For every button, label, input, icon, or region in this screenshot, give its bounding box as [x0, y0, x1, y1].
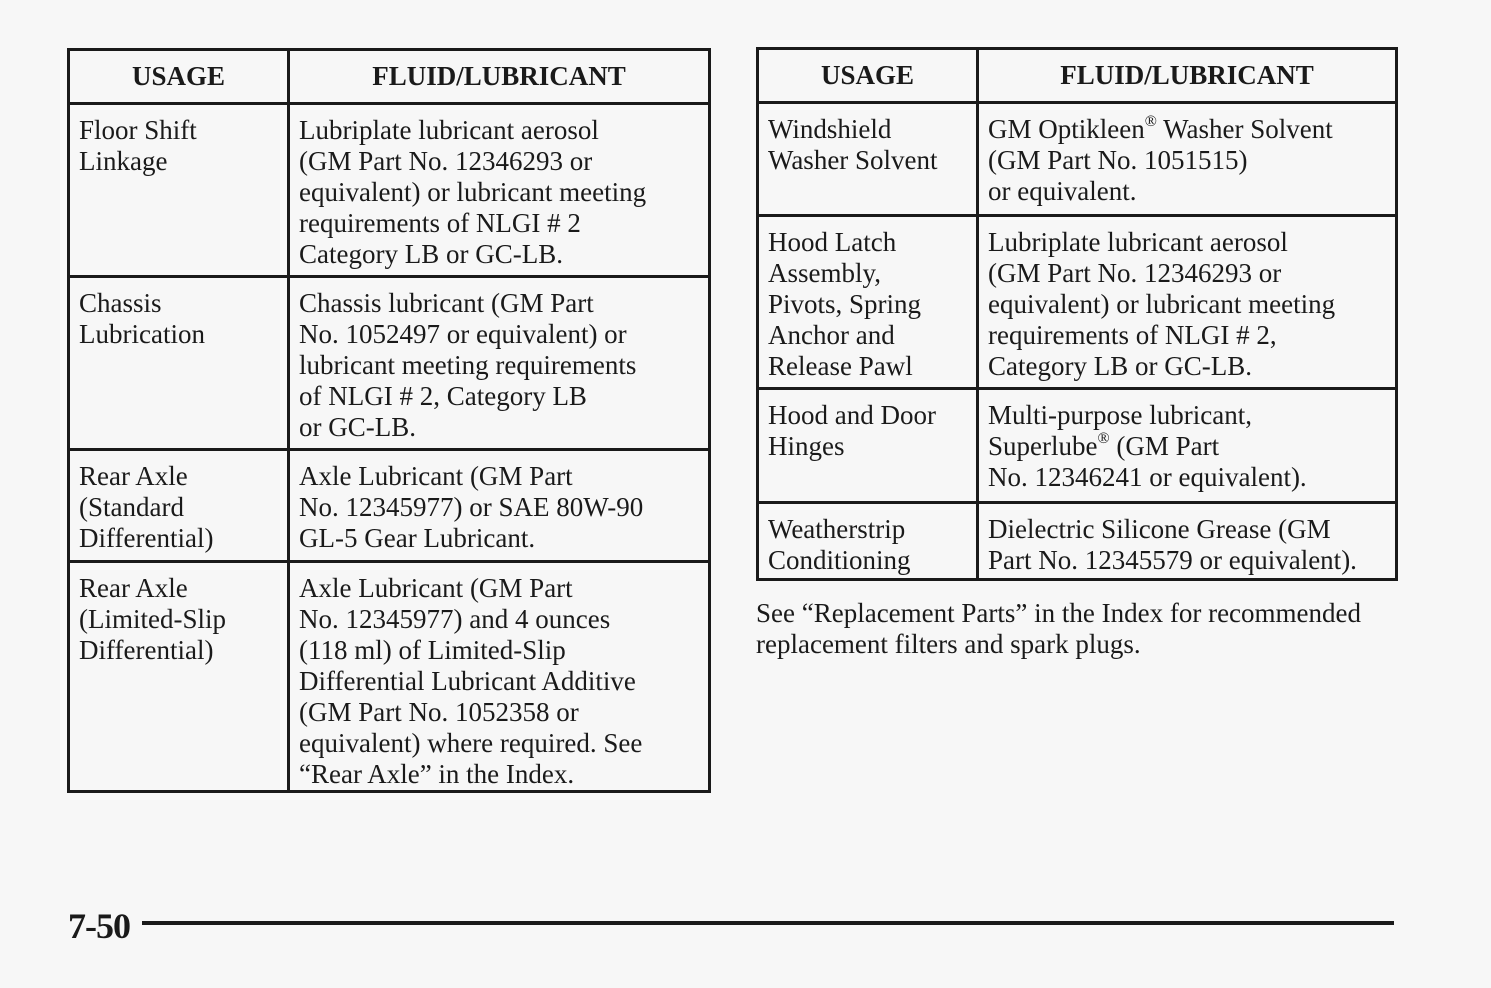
fluid-cell: Chassis lubricant (GM Part No. 1052497 or equivalent) or lubricant meeting requirements of NLGI # 2, Category LB or GC-LB.	[289, 277, 710, 450]
usage-cell: Hood Latch Assembly, Pivots, Spring Anchor and Release Pawl	[758, 216, 978, 389]
left-lubricant-table	[67, 48, 711, 793]
table-header-row	[69, 50, 710, 104]
table-row	[758, 503, 1397, 580]
fluid-cell: Lubriplate lubricant aerosol (GM Part No. 12346293 or equivalent) or lubricant meeting requirements of NLGI # 2, Category LB or GC-LB.	[978, 216, 1397, 389]
usage-cell: Rear Axle (Standard Differential)	[69, 450, 289, 562]
table-header-row	[758, 49, 1397, 103]
usage-cell: Chassis Lubrication	[69, 277, 289, 450]
table-row	[758, 389, 1397, 503]
registered-trademark-mark: ®	[1097, 430, 1110, 447]
footer-rule	[142, 921, 1394, 925]
right-lubricant-table	[756, 47, 1398, 581]
fluid-cell: Dielectric Silicone Grease (GM Part No. 12345579 or equivalent).	[978, 503, 1397, 580]
table-row	[69, 450, 710, 562]
fluid-cell: Axle Lubricant (GM Part No. 12345977) and 4 ounces (118 ml) of Limited-Slip Differential Lubricant Additive (GM Part No. 1052358 or equivalent) where required. See “Rear Axle” in the Index.	[289, 562, 710, 792]
fluid-cell: Axle Lubricant (GM Part No. 12345977) or SAE 80W-90 GL-5 Gear Lubricant.	[289, 450, 710, 562]
usage-header: USAGE	[758, 49, 978, 103]
table-row	[758, 103, 1397, 216]
table-row	[69, 104, 710, 277]
table-row	[69, 277, 710, 450]
fluid-text-part: Washer Solvent (GM Part No. 1051515) or equivalent.	[988, 114, 1333, 206]
fluid-lubricant-header: FLUID/LUBRICANT	[978, 49, 1397, 103]
fluid-text-part: GM Optikleen	[988, 114, 1145, 144]
usage-cell: Hood and Door Hinges	[758, 389, 978, 503]
usage-cell: Rear Axle (Limited-Slip Differential)	[69, 562, 289, 792]
fluid-text-part: (GM Part No. 12346241 or equivalent).	[988, 431, 1307, 492]
table-row	[758, 216, 1397, 389]
replacement-parts-note: See “Replacement Parts” in the Index for recommended replacement filters and spark plugs.	[756, 598, 1362, 659]
usage-cell: Weatherstrip Conditioning	[758, 503, 978, 580]
page-number: 7-50	[68, 906, 130, 946]
fluid-lubricant-header: FLUID/LUBRICANT	[289, 50, 710, 104]
fluid-cell	[978, 103, 1397, 216]
registered-trademark-mark: ®	[1144, 113, 1157, 130]
usage-header: USAGE	[69, 50, 289, 104]
fluid-cell	[978, 389, 1397, 503]
table-row	[69, 562, 710, 792]
fluid-text-part: Multi-purpose lubricant, Superlube	[988, 400, 1252, 461]
fluid-cell: Lubriplate lubricant aerosol (GM Part No. 12346293 or equivalent) or lubricant meeting requirements of NLGI # 2 Category LB or GC-LB.	[289, 104, 710, 277]
usage-cell: Floor Shift Linkage	[69, 104, 289, 277]
usage-cell: Windshield Washer Solvent	[758, 103, 978, 216]
